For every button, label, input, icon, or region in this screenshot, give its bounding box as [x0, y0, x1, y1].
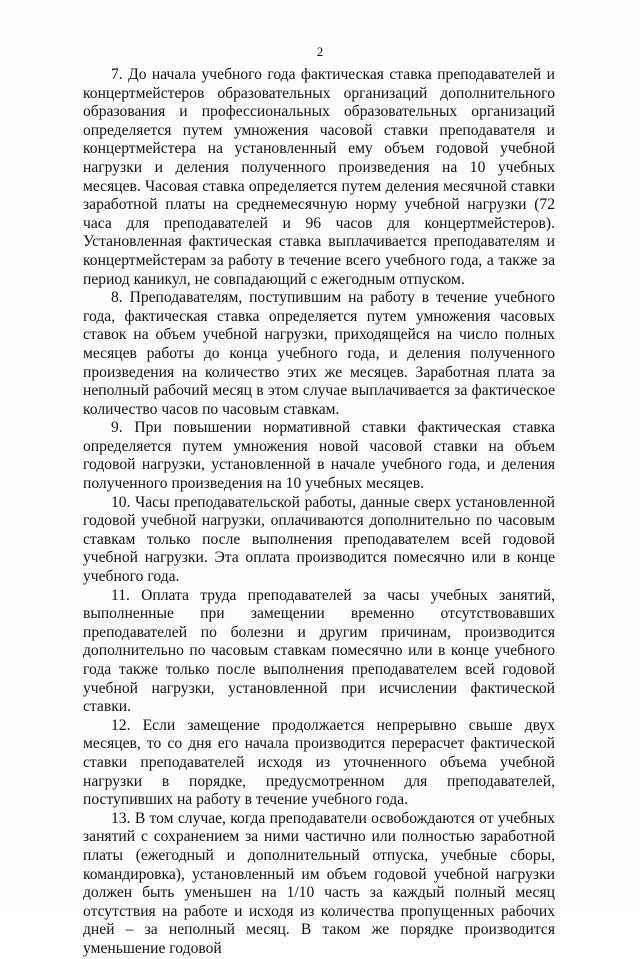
document-body	[83, 66, 555, 959]
paragraph-8: 8. Преподавателям, поступившим на работу в течение учебного года, фактическая ставка определяется путем умножения часовых ставок на объем учебной нагрузки, приходящейся на число полных месяцев работы до конца учебного года, и деления полученного произведения на количество этих же месяцев. Заработная плата за неполный рабочий месяц в этом случае выплачивается за фактическое количество часов по часовым ставкам.	[83, 289, 555, 418]
paragraph-9: 9. При повышении нормативной ставки фактическая ставка определяется путем умножения новой часовой ставки на объем годовой нагрузки, установленной в начале учебного года, и деления полученного произведения на 10 учебных месяцев.	[83, 419, 555, 493]
paragraph-13: 13. В том случае, когда преподаватели освобождаются от учебных занятий с сохранением за ними частично или полностью заработной платы (ежегодный и дополнительный отпуска, учебные сборы, командировка), установленный им объем годовой учебной нагрузки должен быть уменьшен на 1/10 часть за каждый полный месяц отсутствия на работе и исходя из количества пропущенных рабочих дней – за неполный месяц. В таком же порядке производится уменьшение годовой	[83, 809, 555, 957]
paragraph-7: 7. До начала учебного года фактическая ставка преподавателей и концертмейстеров образовательных организаций дополнительного образования и профессиональных образовательных организаций определяется путем умножения часовой ставки преподавателя и концертмейстера на установленный ему объем годовой учебной нагрузки и деления полученного произведения на 10 учебных месяцев. Часовая ставка определяется путем деления месячной ставки заработной платы на среднемесячную норму учебной нагрузки (72 часа для преподавателей и 96 часов для концертмейстеров). Установленная фактическая ставка выплачивается преподавателям и концертмейстерам за работу в течение всего учебного года, а также за период каникул, не совпадающий с ежегодным отпуском.	[83, 66, 555, 288]
paragraph-10: 10. Часы преподавательской работы, данные сверх установленной годовой учебной нагрузки, оплачиваются дополнительно по часовым ставкам только после выполнения преподавателем всей годовой учебной нагрузки. Эта оплата производится помесячно или в конце учебного года.	[83, 493, 555, 586]
paragraph-11: 11. Оплата труда преподавателей за часы учебных занятий, выполненные при замещении временно отсутствовавших преподавателей по болезни и другим причинам, производится дополнительно по часовым ставкам помесячно или в конце учебного года также только после выполнения преподавателем всей годовой учебной нагрузки, установленной при исчислении фактической ставки.	[83, 586, 555, 716]
paragraph-12: 12. Если замещение продолжается непрерывно свыше двух месяцев, то со дня его начала производится перерасчет фактической ставки преподавателей исходя из уточненного объема учебной нагрузки в порядке, предусмотренном для преподавателей, поступивших на работу в течение учебного года.	[83, 716, 555, 809]
page-number: 2	[316, 44, 324, 59]
